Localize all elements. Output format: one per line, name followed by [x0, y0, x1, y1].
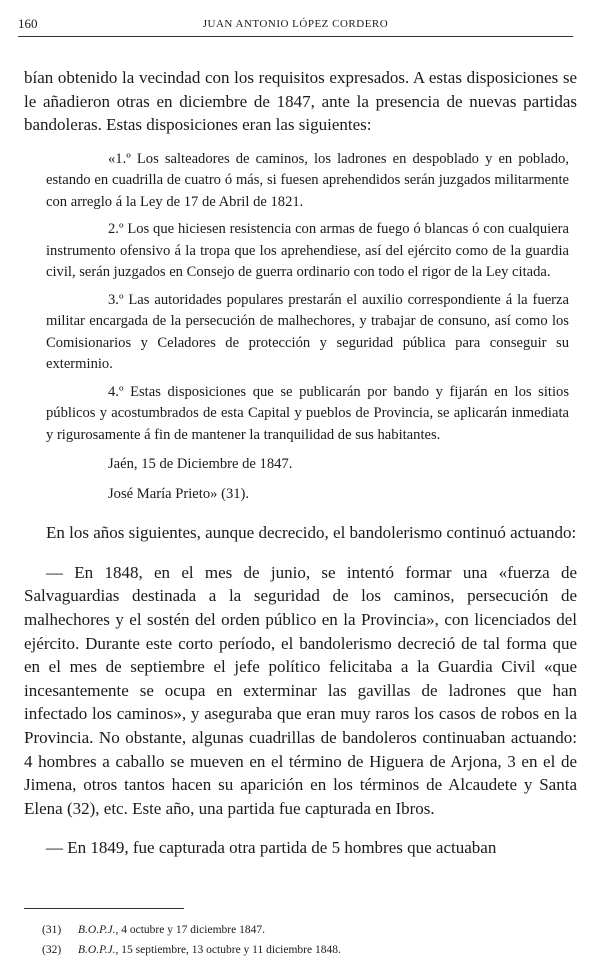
quote-item-2: 2.º Los que hiciesen resistencia con armas de fuego ó blancas ó con cualquiera instrumento ofensivo á la tropa que los aprehendiese, así del ejército como de la guardia civil, serán juzgados en Consejo de guerra ordinario con todo el rigor de la Ley citada.	[46, 221, 569, 281]
paragraph-1848: — En 1848, en el mes de junio, se intentó formar una «fuerza de Salvaguardias destinada a la seguridad de los caminos, persecución de malhechores y el sostén del orden público en la Provincia», con licenciados del ejército. Durante este corto período, el bandolerismo decreció de tal forma que en el mes de septiembre el jefe político felicitaba a la Guardia Civil «que incesantemente se ocupa en exterminar las gavillas de ladrones que han infectado los caminos», y aseguraba que eran muy raros los casos de robos en la Provincia. No obstante, algunas cuadrillas de bandoleros continuaban actuando: 4 hombres a caballo se mueven en el término de Higuera de Arjona, 3 en el de Jimena, otros tantos hacen su aparición en los términos de Alcaudete y Santa Elena (32), etc. Este año, una partida fue capturada en Ibros.	[24, 562, 577, 818]
quote-place-date: Jaén, 15 de Diciembre de 1847.	[108, 456, 293, 473]
running-title: JUAN ANTONIO LÓPEZ CORDERO	[202, 18, 389, 30]
quote-item-1: «1.º Los salteadores de caminos, los ladrones en despoblado y en poblado, estando en cuadrilla de cuatro ó más, si fuesen aprehendidos serán juzgados militarmente con arreglo á la Ley de 17 de Abril de 1821.	[46, 150, 569, 210]
page-number: 160	[18, 16, 38, 31]
paragraph-1849: — En 1849, fue capturada otra partida de 5 hombres que actuaban	[46, 838, 497, 858]
footnotes	[42, 920, 571, 960]
footnote-text: , 15 septiembre, 13 octubre y 11 diciembre 1848.	[115, 944, 341, 956]
paragraph-following-years: En los años siguientes, aunque decrecido, el bandolerismo continuó actuando:	[46, 523, 577, 543]
footnote-32	[42, 940, 571, 960]
body-text	[24, 66, 577, 860]
quote-item-4: 4.º Estas disposiciones que se publicarán por bando y fijarán en los sitios públicos y acostumbrados de esta Capital y pueblos de Provincia, se aplicarán inmediata y rigurosamente á fin de mantener la tranquilidad de sus habitantes.	[46, 383, 569, 443]
page-header	[18, 14, 573, 37]
footnote-number: (31)	[42, 924, 62, 936]
footnote-source: B.O.P.J.	[78, 924, 116, 936]
quote-item-3: 3.º Las autoridades populares prestarán el auxilio correspondiente á la fuerza militar encargada de la persecución de malhechores, y trabajar de consuno, así como los Comisionarios y Celadores de protección y seguridad pública para conseguir su exterminio.	[46, 291, 569, 373]
paragraph-opening: bían obtenido la vecindad con los requisitos expresados. A estas disposiciones se le añadieron otras en diciembre de 1847, ante la presencia de nuevas partidas bandoleras. Estas disposiciones eran las siguientes:	[24, 68, 577, 135]
footnote-31	[42, 920, 571, 940]
block-quote	[46, 149, 569, 506]
quote-signature: José María Prieto» (31).	[108, 485, 250, 502]
footnote-divider	[24, 908, 184, 909]
footnote-source: B.O.P.J.	[78, 944, 116, 956]
footnote-text: , 4 octubre y 17 diciembre 1847.	[115, 924, 265, 936]
footnote-number: (32)	[42, 944, 62, 956]
